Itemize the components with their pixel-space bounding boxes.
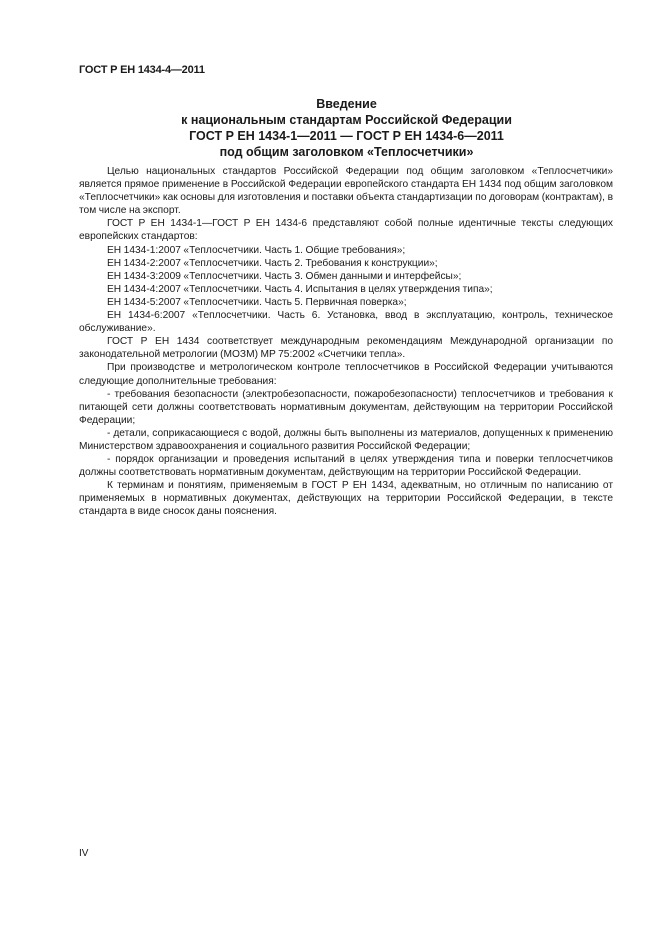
paragraph-testing-procedure: - порядок организации и проведения испытаний в целях утверждения типа и поверки теплосчетчиков должны соответствовать нормативным документам, действующим на территории Российской Федерации. <box>79 454 613 479</box>
paragraph-purpose: Целью национальных стандартов Российской Федерации под общим заголовком «Теплосчетчики» является прямое применение в Российской Федерации европейского стандарта ЕН 1434 под общим заголовком «Теплосчетчики» как основы для изготовления и поставки объекта стандартизации по договорам (контрактам), в том числе на экспорт. <box>79 166 613 217</box>
list-item-standard-2: ЕН 1434-2:2007 «Теплосчетчики. Часть 2. Требования к конструкции»; <box>107 257 438 269</box>
list-item-standard-4: ЕН 1434-4:2007 «Теплосчетчики. Часть 4. Испытания в целях утверждения типа»; <box>107 283 493 295</box>
introduction-title <box>0 96 661 160</box>
list-item-standard-1: ЕН 1434-1:2007 «Теплосчетчики. Часть 1. Общие требования»; <box>107 244 406 256</box>
title-line-4: под общим заголовком «Теплосчетчики» <box>219 145 474 159</box>
introduction-body <box>79 165 613 519</box>
title-line-1: Введение <box>316 97 377 111</box>
paragraph-terms: К терминам и понятиям, применяемым в ГОСТ Р ЕН 1434, адекватным, но отличным по написанию от применяемых в нормативных документах, действующих на территории Российской Федерации, в тексте стандарта в виде сносок даны пояснения. <box>79 480 613 518</box>
document-code-header: ГОСТ Р ЕН 1434-4—2011 <box>79 64 205 76</box>
paragraph-safety-requirements: - требования безопасности (электробезопасности, пожаробезопасности) теплосчетчиков и требования к питающей сети должны соответствовать нормативным документам, действующим на территории Российской Федерации; <box>79 388 613 426</box>
list-item-standard-5: ЕН 1434-5:2007 «Теплосчетчики. Часть 5. Первичная поверка»; <box>107 296 407 308</box>
paragraph-additional-requirements: При производстве и метрологическом контроле теплосчетчиков в Российской Федерации учитываются следующие дополнительные требования: <box>79 362 613 387</box>
list-item-standard-3: ЕН 1434-3:2009 «Теплосчетчики. Часть 3. Обмен данными и интерфейсы»; <box>107 270 462 282</box>
title-line-2: к национальным стандартам Российской Федерации <box>181 113 512 127</box>
title-line-3: ГОСТ Р ЕН 1434-1—2011 — ГОСТ Р ЕН 1434-6—2011 <box>189 129 504 143</box>
list-item-standard-6: ЕН 1434-6:2007 «Теплосчетчики. Часть 6. Установка, ввод в эксплуатацию, контроль, техническое обслуживание». <box>79 310 613 335</box>
paragraph-oiml: ГОСТ Р ЕН 1434 соответствует международным рекомендациям Международной организации по законодательной метрологии (МОЗМ) MP 75:2002 «Счетчики тепла». <box>79 336 613 361</box>
paragraph-identical-texts: ГОСТ Р ЕН 1434-1—ГОСТ Р ЕН 1434-6 представляют собой полные идентичные тексты следующих европейских стандартов: <box>79 218 613 243</box>
page-number: IV <box>79 848 89 859</box>
paragraph-water-contact-parts: - детали, соприкасающиеся с водой, должны быть выполнены из материалов, допущенных к применению Министерством здравоохранения и социального развития Российской Федерации; <box>79 427 613 452</box>
